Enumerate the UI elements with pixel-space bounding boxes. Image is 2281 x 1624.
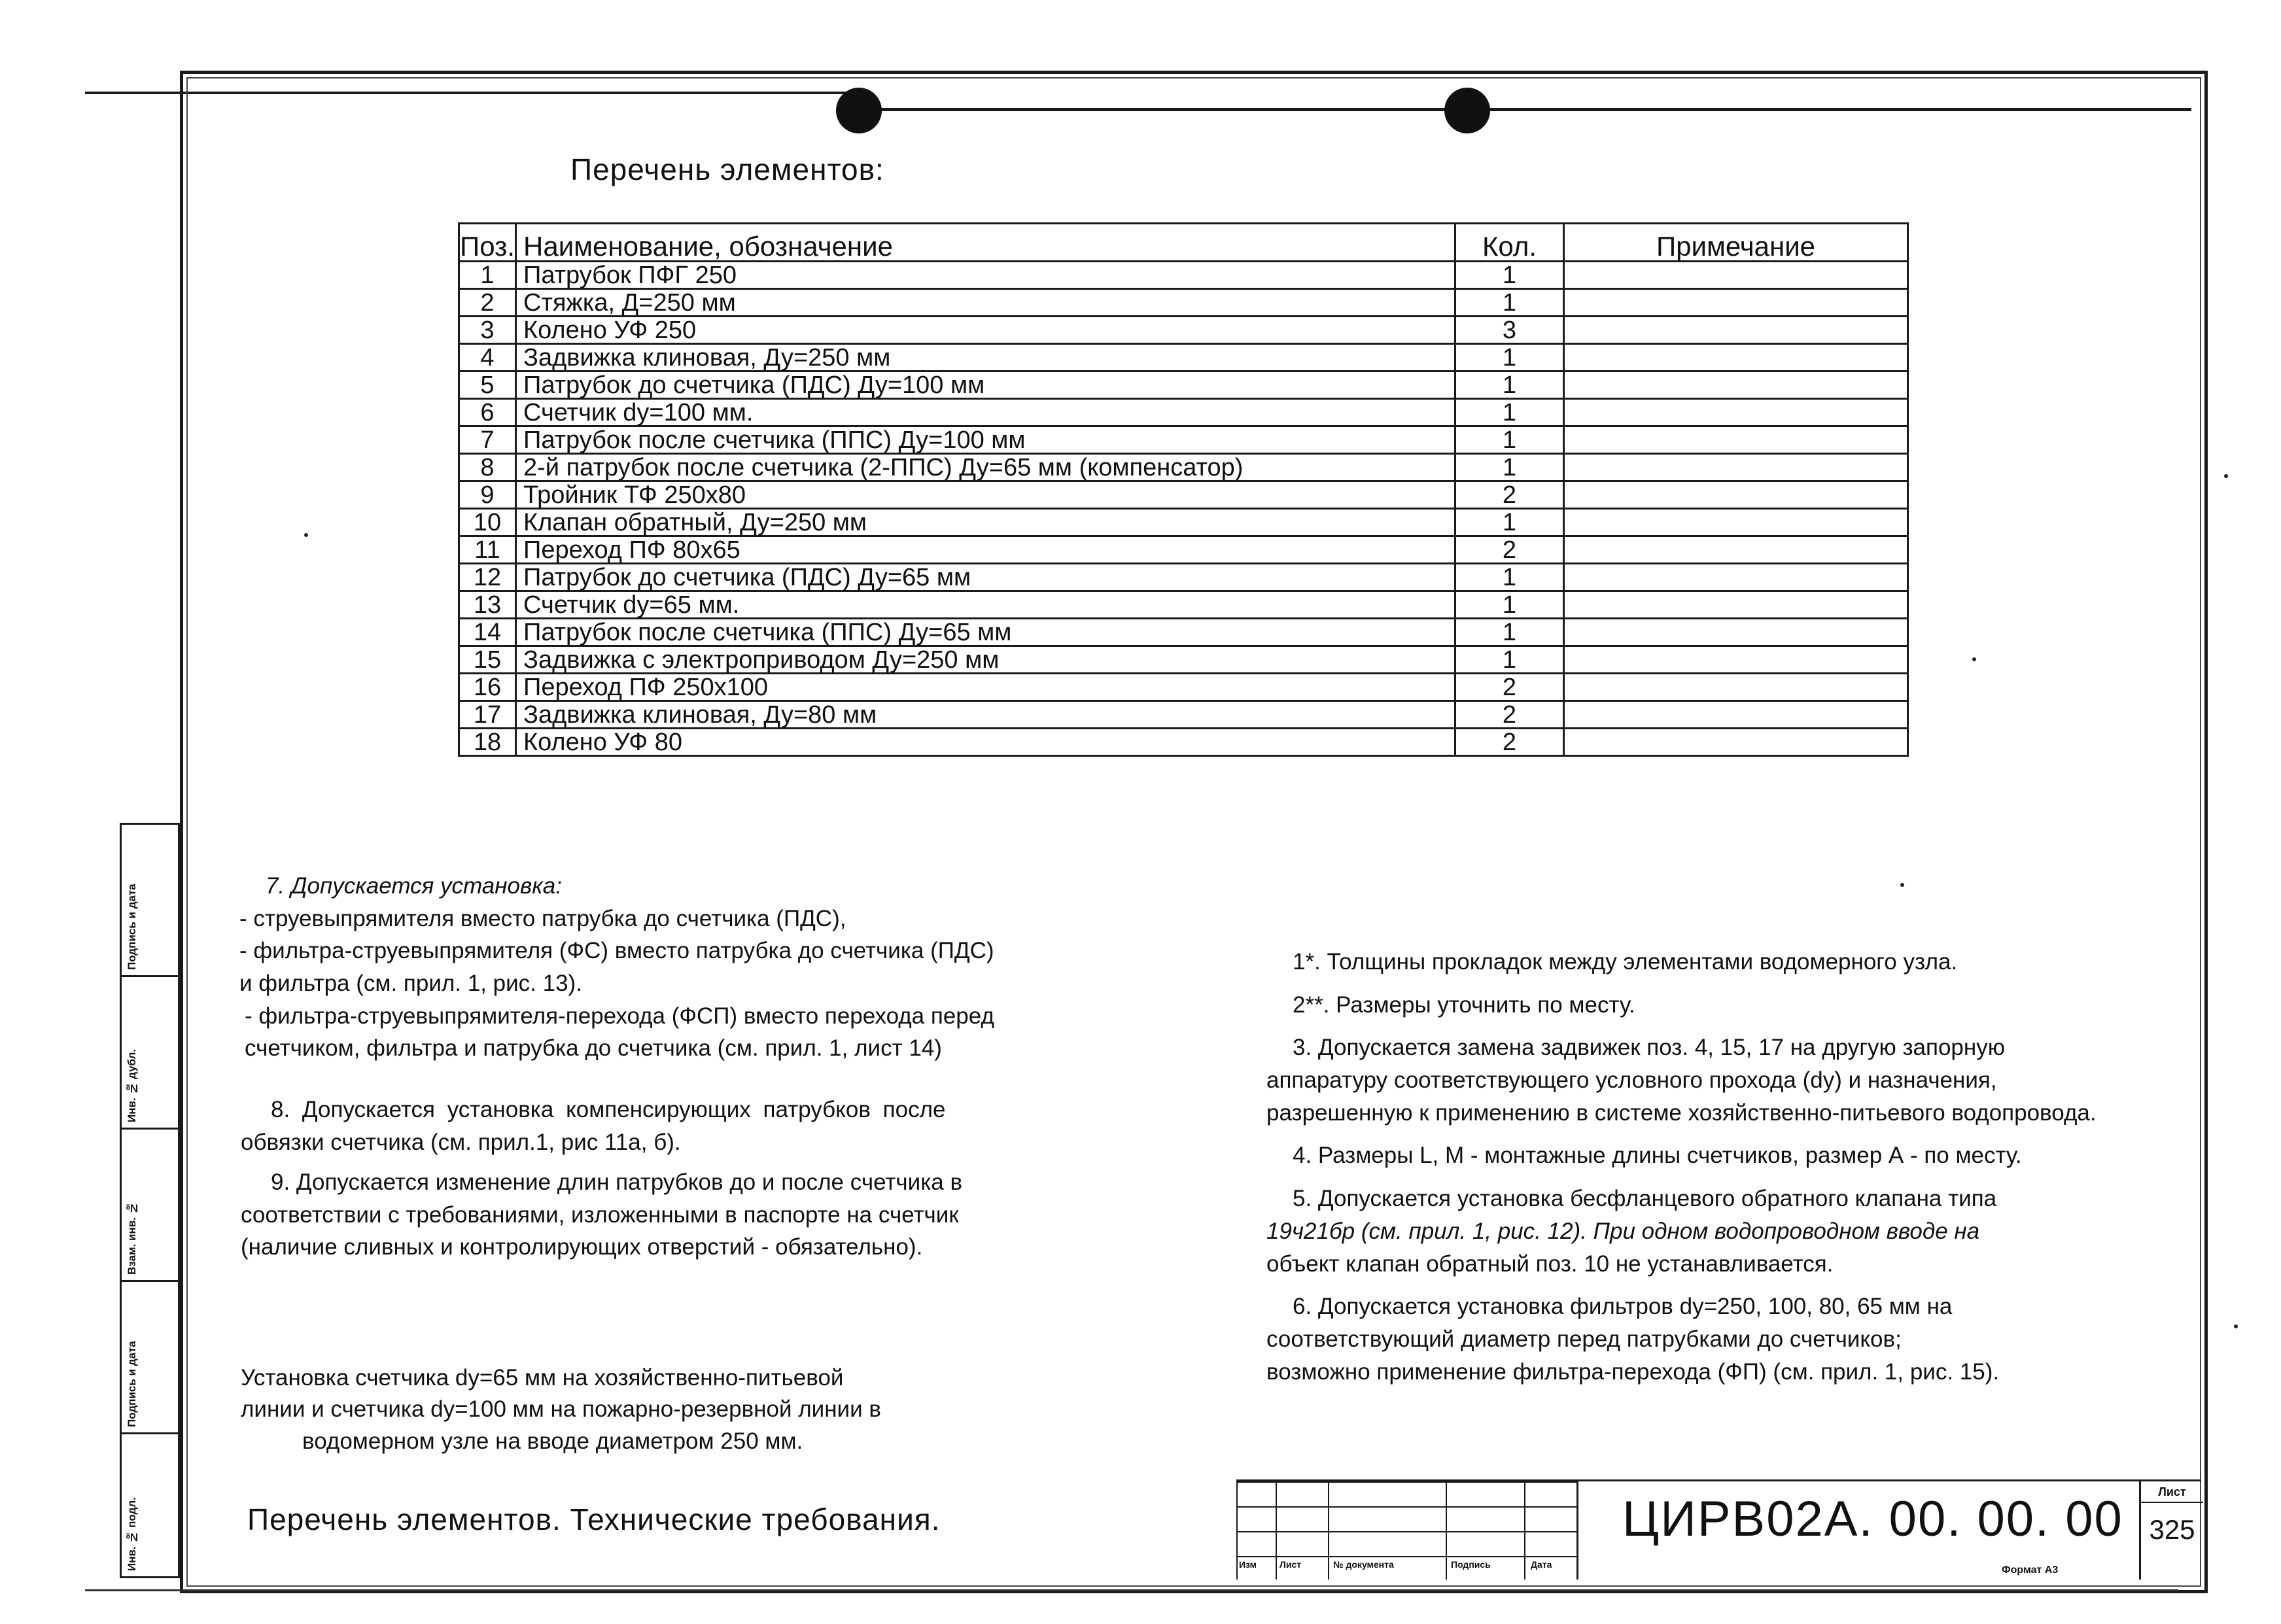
scan-speck: [304, 533, 308, 537]
grid-line: [1276, 1481, 1277, 1580]
row-qty: 1: [1455, 564, 1564, 591]
document-code: ЦИРВ02А. 00. 00. 00: [1622, 1491, 2123, 1547]
row-qty: 1: [1455, 344, 1564, 371]
table-row: [459, 262, 1908, 289]
row-note: [1564, 426, 1908, 454]
row-name: Тройник ТФ 250х80: [516, 481, 1455, 509]
row-pos: 5: [459, 371, 516, 399]
row-qty: 2: [1455, 481, 1564, 509]
scan-speck: [1972, 657, 1976, 661]
row-pos: 6: [459, 399, 516, 426]
table-row: [459, 481, 1908, 509]
row-pos: 7: [459, 426, 516, 454]
side-label: Подпись и дата: [126, 1341, 138, 1427]
table-row: [459, 317, 1908, 344]
row-name: Счетчик dy=65 мм.: [516, 591, 1455, 619]
row-pos: 13: [459, 591, 516, 619]
side-label: Инв. № дубл.: [126, 1048, 138, 1122]
row-pos: 2: [459, 289, 516, 317]
note-6-line: 6. Допускается установка фильтров dy=250, 100, 80, 65 мм на: [1293, 1294, 1953, 1320]
row-name: Патрубок после счетчика (ППС) Ду=65 мм: [516, 619, 1455, 646]
side-cell-sign-date: [122, 825, 178, 977]
row-qty: 2: [1455, 536, 1564, 564]
side-label: Подпись и дата: [126, 884, 138, 970]
table-row: [459, 454, 1908, 481]
row-pos: 15: [459, 646, 516, 674]
table-row: [459, 729, 1908, 756]
format-label: Формат А3: [2002, 1564, 2059, 1576]
header-qty: Кол.: [1455, 224, 1564, 262]
row-pos: 17: [459, 701, 516, 729]
grid-line: [1236, 1481, 1576, 1483]
document-title: Перечень элементов. Технические требования.: [247, 1502, 941, 1536]
note-7-line: - струевыпрямителя вместо патрубка до счетчика (ПДС),: [239, 905, 846, 931]
punch-hole-icon: [1444, 88, 1490, 133]
install-line: Установка счетчика dy=65 мм на хозяйственно-питьевой: [241, 1365, 844, 1391]
row-note: [1564, 317, 1908, 344]
row-name: Задвижка с электроприводом Ду=250 мм: [516, 646, 1455, 674]
note-5-line: объект клапан обратный поз. 10 не устанавливается.: [1266, 1251, 1834, 1277]
row-note: [1564, 729, 1908, 756]
table-row: [459, 399, 1908, 426]
scan-speck: [1900, 883, 1904, 887]
table-header-row: [459, 224, 1908, 262]
row-pos: 4: [459, 344, 516, 371]
row-note: [1564, 344, 1908, 371]
row-name: Колено УФ 250: [516, 317, 1455, 344]
row-note: [1564, 646, 1908, 674]
row-note: [1564, 619, 1908, 646]
row-pos: 14: [459, 619, 516, 646]
install-line: линии и счетчика dy=100 мм на пожарно-резервной линии в: [241, 1396, 881, 1423]
note-9-line: (наличие сливных и контролирующих отверстий - обязательно).: [241, 1234, 923, 1260]
row-pos: 10: [459, 509, 516, 536]
parts-table-body: [459, 262, 1908, 756]
table-row: [459, 646, 1908, 674]
header-name: Наименование, обозначение: [516, 224, 1455, 262]
note-2: 2**. Размеры уточнить по месту.: [1293, 992, 1635, 1018]
note-8: [241, 1094, 1104, 1158]
note-9: [241, 1166, 1104, 1264]
row-pos: 9: [459, 481, 516, 509]
row-name: Стяжка, Д=250 мм: [516, 289, 1455, 317]
row-qty: 1: [1455, 619, 1564, 646]
side-stamp: [120, 823, 180, 1578]
grid-line: [1236, 1481, 1238, 1580]
note-3-line: разрешенную к применению в системе хозяйственно-питьевого водопровода.: [1266, 1099, 2097, 1126]
side-cell-dup-inv: [122, 977, 178, 1130]
head-izm: Изм: [1239, 1559, 1257, 1570]
bottom-border-line: [85, 1589, 2178, 1591]
revision-grid: [1236, 1481, 1576, 1580]
note-7-title: 7. Допускается установка:: [266, 873, 562, 899]
left-notes: [241, 870, 1104, 1065]
table-row: [459, 591, 1908, 619]
row-note: [1564, 564, 1908, 591]
row-qty: 1: [1455, 371, 1564, 399]
row-qty: 1: [1455, 646, 1564, 674]
note-3-line: 3. Допускается замена задвижек поз. 4, 15, 17 на другую запорную: [1293, 1035, 2005, 1061]
table-row: [459, 344, 1908, 371]
side-label: Взам. инв. №: [126, 1201, 138, 1275]
row-qty: 1: [1455, 454, 1564, 481]
note-5-line: 19ч21бр (см. прил. 1, рис. 12). При одном водопроводном вводе на: [1266, 1218, 1980, 1244]
row-qty: 1: [1455, 591, 1564, 619]
note-5-line: 5. Допускается установка бесфланцевого обратного клапана типа: [1293, 1186, 1997, 1212]
note-1: 1*. Толщины прокладок между элементами водомерного узла.: [1293, 949, 1958, 975]
row-note: [1564, 509, 1908, 536]
row-name: Патрубок после счетчика (ППС) Ду=100 мм: [516, 426, 1455, 454]
row-qty: 2: [1455, 674, 1564, 701]
row-pos: 11: [459, 536, 516, 564]
row-name: Задвижка клиновая, Ду=250 мм: [516, 344, 1455, 371]
grid-line: [1446, 1481, 1447, 1580]
table-row: [459, 426, 1908, 454]
row-qty: 1: [1455, 399, 1564, 426]
side-cell-sign-date-2: [122, 1282, 178, 1434]
head-sign: Подпись: [1451, 1559, 1491, 1570]
note-7-line: - фильтра-струевыпрямителя (ФС) вместо патрубка до счетчика (ПДС): [239, 938, 994, 964]
row-pos: 12: [459, 564, 516, 591]
row-name: Счетчик dy=100 мм.: [516, 399, 1455, 426]
table-row: [459, 536, 1908, 564]
row-qty: 1: [1455, 289, 1564, 317]
row-pos: 8: [459, 454, 516, 481]
table-row: [459, 509, 1908, 536]
sheet-box: [2139, 1481, 2203, 1580]
row-note: [1564, 481, 1908, 509]
note-6-line: соответствующий диаметр перед патрубками до счетчиков;: [1266, 1326, 1902, 1352]
note-8-line: 8. Допускается установка компенсирующих патрубков после: [271, 1097, 946, 1122]
row-name: Задвижка клиновая, Ду=80 мм: [516, 701, 1455, 729]
header-pos: Поз.: [459, 224, 516, 262]
right-notes: [1266, 946, 2195, 1388]
row-qty: 2: [1455, 701, 1564, 729]
note-7-line: - фильтра-струевыпрямителя-перехода (ФСП) вместо перехода перед: [245, 1003, 994, 1029]
head-date: Дата: [1531, 1559, 1552, 1570]
grid-line: [1236, 1506, 1576, 1508]
row-name: Колено УФ 80: [516, 729, 1455, 756]
row-name: Клапан обратный, Ду=250 мм: [516, 509, 1455, 536]
grid-line: [1576, 1481, 1578, 1580]
note-3-line: аппаратуру соответствующего условного прохода (dy) и назначения,: [1266, 1067, 1997, 1094]
row-name: Патрубок до счетчика (ПДС) Ду=65 мм: [516, 564, 1455, 591]
list-title: Перечень элементов:: [570, 152, 884, 186]
row-note: [1564, 674, 1908, 701]
note-4: 4. Размеры L, M - монтажные длины счетчиков, размер А - по месту.: [1293, 1143, 2022, 1169]
note-6-line: возможно применение фильтра-перехода (ФП) (см. прил. 1, рис. 15).: [1266, 1358, 2000, 1385]
row-qty: 1: [1455, 509, 1564, 536]
sheet-number: 325: [2149, 1514, 2195, 1545]
table-row: [459, 564, 1908, 591]
row-note: [1564, 262, 1908, 289]
row-note: [1564, 591, 1908, 619]
row-note: [1564, 399, 1908, 426]
row-note: [1564, 454, 1908, 481]
install-description: [241, 1362, 1104, 1457]
side-cell-orig-inv: [122, 1434, 178, 1576]
sheet-label: Лист: [2141, 1485, 2203, 1503]
row-qty: 1: [1455, 262, 1564, 289]
row-note: [1564, 371, 1908, 399]
side-cell-replace-inv: [122, 1130, 178, 1282]
row-qty: 2: [1455, 729, 1564, 756]
row-note: [1564, 289, 1908, 317]
note-7-line: счетчиком, фильтра и патрубка до счетчика (см. прил. 1, лист 14): [245, 1035, 942, 1062]
row-note: [1564, 701, 1908, 729]
side-label: Инв. № подл.: [126, 1497, 138, 1571]
row-pos: 18: [459, 729, 516, 756]
grid-line: [1524, 1481, 1525, 1580]
grid-line: [1236, 1531, 1576, 1532]
punch-hole-icon: [836, 88, 882, 133]
table-row: [459, 289, 1908, 317]
head-list: Лист: [1280, 1559, 1302, 1570]
row-name: Патрубок ПФГ 250: [516, 262, 1455, 289]
note-9-line: соответствии с требованиями, изложенными в паспорте на счетчик: [241, 1201, 959, 1228]
table-row: [459, 371, 1908, 399]
note-7-line: и фильтра (см. прил. 1, рис. 13).: [239, 971, 582, 997]
row-name: 2-й патрубок после счетчика (2-ППС) Ду=65 мм (компенсатор): [516, 454, 1455, 481]
note-8-line: обвязки счетчика (см. прил.1, рис 11а, б).: [241, 1129, 681, 1155]
grid-line: [1236, 1556, 1576, 1557]
table-row: [459, 674, 1908, 701]
note-9-line: 9. Допускается изменение длин патрубков до и после счетчика в: [271, 1169, 963, 1195]
row-note: [1564, 536, 1908, 564]
scan-speck: [2224, 474, 2228, 478]
install-line: водомерном узле на вводе диаметром 250 мм.: [302, 1428, 803, 1454]
header-note: Примечание: [1564, 224, 1908, 262]
row-pos: 1: [459, 262, 516, 289]
row-qty: 1: [1455, 426, 1564, 454]
head-doc: № документа: [1333, 1559, 1394, 1570]
row-name: Переход ПФ 80х65: [516, 536, 1455, 564]
row-pos: 16: [459, 674, 516, 701]
scan-speck: [2234, 1324, 2238, 1328]
row-qty: 3: [1455, 317, 1564, 344]
row-name: Переход ПФ 250х100: [516, 674, 1455, 701]
grid-line: [1328, 1481, 1329, 1580]
table-row: [459, 619, 1908, 646]
row-name: Патрубок до счетчика (ПДС) Ду=100 мм: [516, 371, 1455, 399]
row-pos: 3: [459, 317, 516, 344]
parts-table: [458, 222, 1909, 757]
table-row: [459, 701, 1908, 729]
